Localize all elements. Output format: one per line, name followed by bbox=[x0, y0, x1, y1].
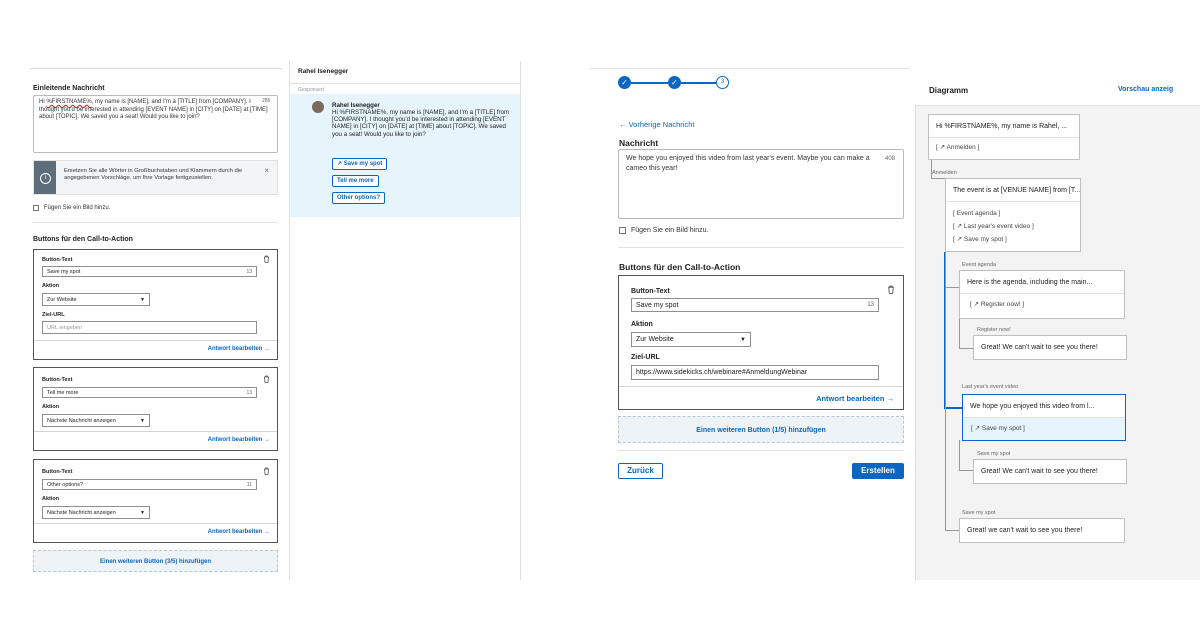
intro-text-token: %FIRSTNAME% bbox=[46, 99, 92, 105]
node-button: [ Event agenda ] bbox=[953, 210, 1001, 217]
url-label: Ziel-URL bbox=[631, 354, 660, 361]
intro-textarea[interactable] bbox=[33, 95, 278, 153]
node-message: Here is the agenda, including the main... bbox=[960, 271, 1124, 294]
diagram-node-save-1[interactable] bbox=[973, 459, 1127, 484]
cta-title: Buttons für den Call-to-Action bbox=[619, 262, 741, 272]
add-image-checkbox[interactable] bbox=[619, 227, 626, 234]
preview-message-text: Hi %FIRSTNAME%, my name is [NAME], and I'm a [TITLE] from [COMPANY]. I thought you'd be interested in attending [EVENT NAME] in [CITY] on [DATE] at [TIME] about [TOPIC]. We saved you a seat! Would you like to join? bbox=[332, 109, 510, 138]
message-title: Nachricht bbox=[619, 138, 659, 148]
info-close-icon[interactable]: × bbox=[264, 166, 269, 175]
diagram-node-video[interactable] bbox=[962, 394, 1126, 441]
action-label: Aktion bbox=[42, 496, 60, 502]
node-message: Great! We can't wait to see you there! bbox=[981, 343, 1098, 351]
diagram-node-root[interactable] bbox=[928, 114, 1080, 160]
action-value: Nächste Nachricht anzeigen bbox=[47, 510, 116, 516]
action-value: Zur Website bbox=[47, 297, 77, 303]
message-char-count: 408 bbox=[885, 156, 896, 162]
avatar bbox=[312, 101, 324, 113]
card-footer bbox=[34, 431, 277, 450]
node-caption: Last year's event video bbox=[962, 384, 1019, 390]
preview-button-label: Tell me more bbox=[337, 178, 374, 184]
diagram-node-save-2[interactable] bbox=[959, 518, 1125, 543]
button-text-value: Other options? bbox=[47, 482, 84, 488]
chevron-down-icon: ▼ bbox=[140, 510, 145, 516]
preview-button-save[interactable] bbox=[332, 158, 387, 170]
divider bbox=[618, 450, 904, 451]
info-text: Ersetzen Sie alle Wörter in Großbuchstaben und Klammern durch die angegebenen Vorschläge, um Ihre Vorlage fertigzustellen. bbox=[64, 168, 243, 181]
url-placeholder: URL eingeben bbox=[47, 325, 82, 331]
button-text-value: Tell me more bbox=[47, 390, 79, 396]
edit-answer-link[interactable]: Antwort bearbeiten → bbox=[207, 346, 270, 352]
message-textarea[interactable] bbox=[618, 149, 904, 219]
node-caption: Event agenda bbox=[962, 262, 996, 268]
node-message: Great! We can't wait to see you there! bbox=[981, 467, 1098, 475]
button-text-input[interactable] bbox=[42, 387, 257, 398]
action-value: Nächste Nachricht anzeigen bbox=[47, 418, 116, 424]
add-image-checkbox[interactable] bbox=[33, 205, 39, 211]
intro-section-title: Einleitende Nachricht bbox=[33, 85, 105, 92]
add-image-label: Fügen Sie ein Bild hinzu. bbox=[631, 227, 709, 234]
node-message: Great! we can't wait to see you there! bbox=[967, 526, 1083, 534]
trash-icon[interactable] bbox=[263, 375, 270, 383]
trash-icon[interactable] bbox=[263, 467, 270, 475]
diagram-title: Diagramm bbox=[929, 86, 969, 95]
intro-text-rest: , my name is [NAME], and I'm a [TITLE] from [COMPANY]. I thought you'd be interested in attending [EVENT NAME] in [CITY] on [DATE] at [TIME] about [TOPIC]. We saved you a seat! Would you like to join? bbox=[39, 99, 268, 120]
action-select[interactable] bbox=[631, 332, 751, 347]
action-select[interactable] bbox=[42, 293, 150, 306]
action-label: Aktion bbox=[42, 404, 60, 410]
node-caption: Save my spot bbox=[977, 451, 1011, 457]
action-select[interactable] bbox=[42, 506, 150, 519]
card-footer bbox=[34, 523, 277, 542]
action-label: Aktion bbox=[631, 321, 653, 328]
trash-icon[interactable] bbox=[263, 255, 270, 263]
preview-button-label: Other options? bbox=[337, 195, 380, 201]
cta-card bbox=[618, 275, 904, 410]
preview-message-bubble bbox=[290, 94, 520, 217]
preview-header bbox=[290, 61, 520, 84]
button-text-input[interactable] bbox=[631, 298, 879, 312]
node-button: [ ↗ Save my spot ] bbox=[963, 418, 1125, 440]
chevron-down-icon: ▼ bbox=[740, 337, 746, 343]
trash-icon[interactable] bbox=[887, 285, 895, 294]
message-preview-panel bbox=[289, 61, 521, 580]
node-message: We hope you enjoyed this video from l... bbox=[963, 395, 1125, 418]
button-text-label: Button-Text bbox=[42, 377, 73, 383]
card-footer bbox=[34, 340, 277, 359]
diagram-connector bbox=[959, 440, 974, 471]
step-connector bbox=[631, 82, 668, 84]
right-top-divider bbox=[590, 68, 910, 69]
node-button: [ ↗ Register now! ] bbox=[970, 301, 1025, 308]
card-footer bbox=[619, 386, 903, 409]
diagram-connector bbox=[945, 252, 960, 531]
preview-link[interactable]: Vorschau anzeig bbox=[1118, 86, 1174, 93]
preview-sender: Rahel Isenegger bbox=[332, 102, 380, 109]
button-text-label: Button-Text bbox=[42, 469, 73, 475]
action-select[interactable] bbox=[42, 414, 150, 427]
message-text: We hope you enjoyed this video from last year's event. Maybe you can make a cameo this year! bbox=[626, 155, 870, 172]
step-1-complete: ✓ bbox=[618, 76, 631, 89]
action-label: Aktion bbox=[42, 283, 60, 289]
edit-answer-link[interactable]: Antwort bearbeiten → bbox=[816, 394, 894, 403]
step-2-complete: ✓ bbox=[668, 76, 681, 89]
cta-card-2 bbox=[33, 367, 278, 451]
preview-button-tell[interactable] bbox=[332, 175, 379, 187]
divider bbox=[618, 247, 904, 248]
intro-text-prefix: Hi bbox=[39, 99, 47, 105]
edit-answer-link[interactable]: Antwort bearbeiten → bbox=[207, 529, 270, 535]
node-button: [ ↗ Save my spot ] bbox=[953, 236, 1007, 243]
node-button: [ ↗ Anmelden ] bbox=[936, 144, 980, 151]
edit-answer-link[interactable]: Antwort bearbeiten → bbox=[207, 437, 270, 443]
url-input[interactable] bbox=[42, 321, 257, 334]
add-button-row[interactable] bbox=[618, 416, 904, 443]
info-banner bbox=[33, 160, 278, 195]
create-button[interactable]: Erstellen bbox=[852, 463, 904, 479]
step-connector bbox=[681, 82, 716, 84]
url-input[interactable] bbox=[631, 365, 879, 380]
action-value: Zur Website bbox=[636, 336, 674, 343]
node-message: Hi %FIRSTNAME%, my name is Rahel, ... bbox=[929, 115, 1079, 138]
button-text-input[interactable] bbox=[42, 479, 257, 490]
diagram-node-agenda[interactable] bbox=[959, 270, 1125, 319]
cta-card-1 bbox=[33, 249, 278, 360]
node-caption: Register now! bbox=[977, 327, 1011, 333]
sponsored-label: Gesponsert bbox=[298, 87, 324, 93]
url-value: https://www.sidekicks.ch/webinare#AnmeldungWebinar bbox=[636, 369, 808, 376]
cta-section-title: Buttons für den Call-to-Action bbox=[33, 236, 133, 243]
preview-button-other[interactable] bbox=[332, 192, 385, 204]
char-count: 13 bbox=[246, 390, 252, 396]
preview-header-name: Rahel Isenegger bbox=[298, 68, 349, 75]
diagram-node-register[interactable] bbox=[973, 335, 1127, 360]
node-button: [ ↗ Last year's event video ] bbox=[953, 223, 1034, 230]
cta-card-3 bbox=[33, 459, 278, 543]
step-3-current: 3 bbox=[716, 76, 729, 89]
add-button-row[interactable] bbox=[33, 550, 278, 572]
node-caption: Save my spot bbox=[962, 510, 996, 516]
button-text-input[interactable] bbox=[42, 266, 257, 277]
diagram-node-anmelden[interactable] bbox=[945, 178, 1081, 252]
preview-button-label: Save my spot bbox=[343, 161, 383, 167]
button-text-label: Button-Text bbox=[631, 288, 670, 295]
button-text-label: Button-Text bbox=[42, 257, 73, 263]
url-label: Ziel-URL bbox=[42, 312, 65, 318]
info-icon-column bbox=[34, 161, 56, 194]
intro-char-count: 286 bbox=[262, 98, 271, 104]
node-caption: Anmelden bbox=[932, 170, 957, 176]
chevron-down-icon: ▼ bbox=[140, 418, 145, 424]
button-text-value: Save my spot bbox=[47, 269, 81, 275]
back-button[interactable]: Zurück bbox=[618, 463, 663, 479]
chevron-down-icon: ▼ bbox=[140, 297, 145, 303]
add-button-label: Einen weiteren Button (1/5) hinzufügen bbox=[696, 427, 826, 434]
button-text-value: Save my spot bbox=[636, 302, 679, 309]
divider bbox=[33, 222, 278, 223]
add-image-label: Fügen Sie ein Bild hinzu. bbox=[44, 205, 111, 211]
char-count: 13 bbox=[246, 269, 252, 275]
previous-message-link[interactable]: ← Vorherige Nachricht bbox=[619, 120, 695, 129]
char-count: 11 bbox=[246, 482, 252, 488]
info-icon: i bbox=[40, 173, 51, 184]
add-button-label: Einen weiteren Button (3/5) hinzufügen bbox=[100, 559, 211, 565]
external-link-icon: ↗ bbox=[337, 161, 344, 167]
node-message: The event is at [VENUE NAME] from [T... bbox=[946, 179, 1080, 202]
diagram-header bbox=[915, 75, 1200, 106]
char-count: 13 bbox=[867, 302, 874, 308]
